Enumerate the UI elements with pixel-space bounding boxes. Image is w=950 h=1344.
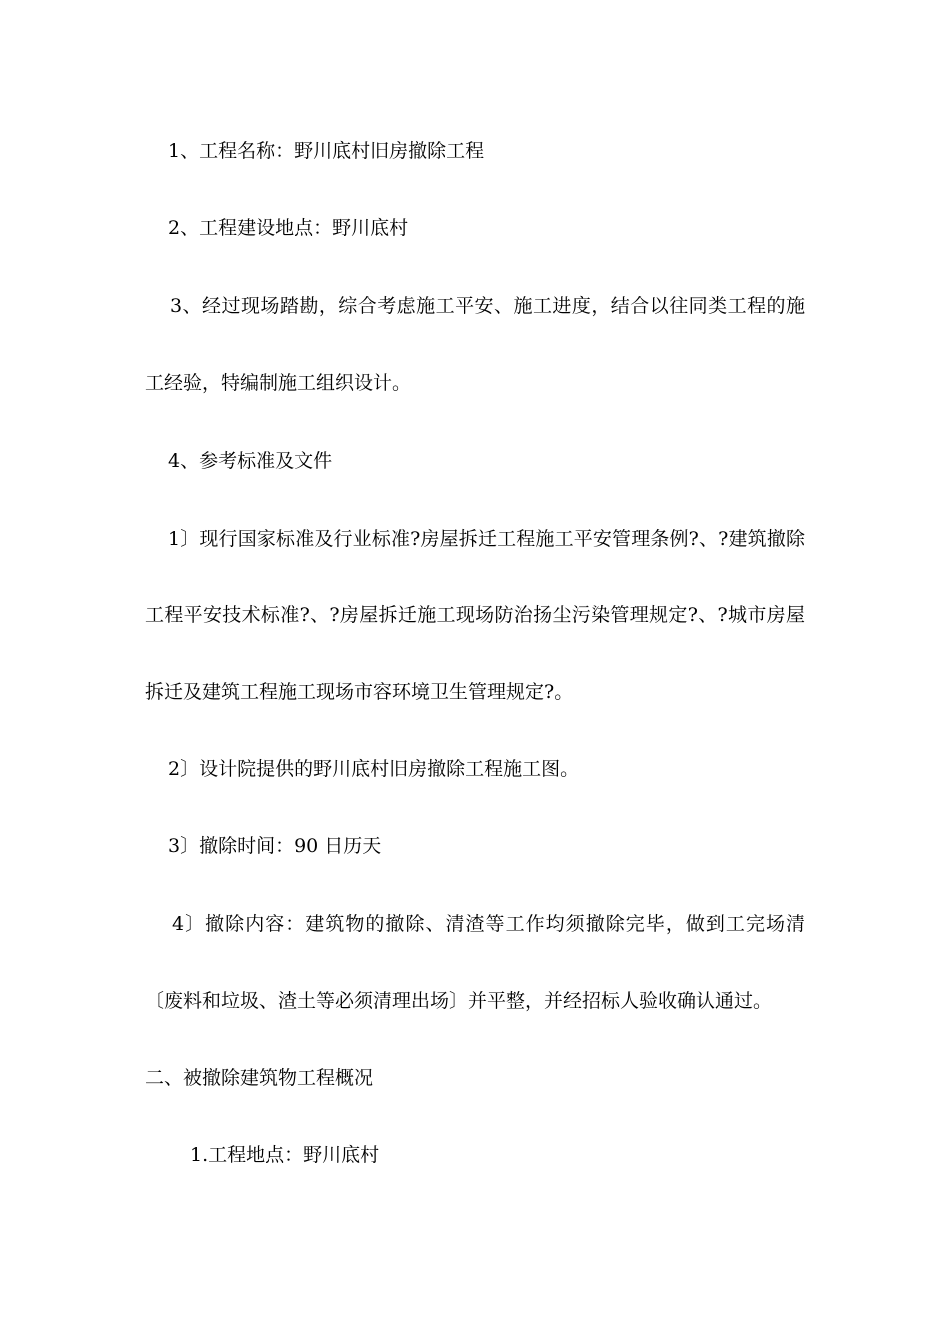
section-heading-overview: 二、被撤除建筑物工程概况 — [145, 1067, 374, 1089]
paragraph-survey-line2: 工经验，特编制施工组织设计。 — [145, 372, 412, 394]
overview-item-location: 1.工程地点：野川底村 — [190, 1144, 380, 1166]
paragraph-reference-standards: 4、参考标准及文件 — [168, 450, 333, 472]
paragraph-design-drawings: 2〕设计院提供的野川底村旧房撤除工程施工图。 — [168, 758, 580, 780]
paragraph-survey-line1: 3、经过现场踏勘，综合考虑施工平安、施工进度，结合以往同类工程的施 — [170, 295, 805, 317]
paragraph-demolition-time: 3〕撤除时间：90 日历天 — [168, 835, 382, 857]
paragraph-standards-line2: 工程平安技术标准?、?房屋拆迁施工现场防治扬尘污染管理规定?、?城市房屋 — [145, 604, 805, 626]
paragraph-project-name: 1、工程名称：野川底村旧房撤除工程 — [168, 140, 485, 162]
paragraph-demolition-content-line1: 4〕撤除内容：建筑物的撤除、清渣等工作均须撤除完毕，做到工完场清 — [172, 913, 805, 935]
paragraph-demolition-content-line2: 〔废料和垃圾、渣土等必须清理出场〕并平整，并经招标人验收确认通过。 — [145, 990, 773, 1012]
paragraph-standards-line1: 1〕现行国家标准及行业标准?房屋拆迁工程施工平安管理条例?、?建筑撤除 — [168, 528, 805, 550]
paragraph-standards-line3: 拆迁及建筑工程施工现场市容环境卫生管理规定?。 — [145, 681, 574, 703]
paragraph-project-location: 2、工程建设地点：野川底村 — [168, 217, 409, 239]
